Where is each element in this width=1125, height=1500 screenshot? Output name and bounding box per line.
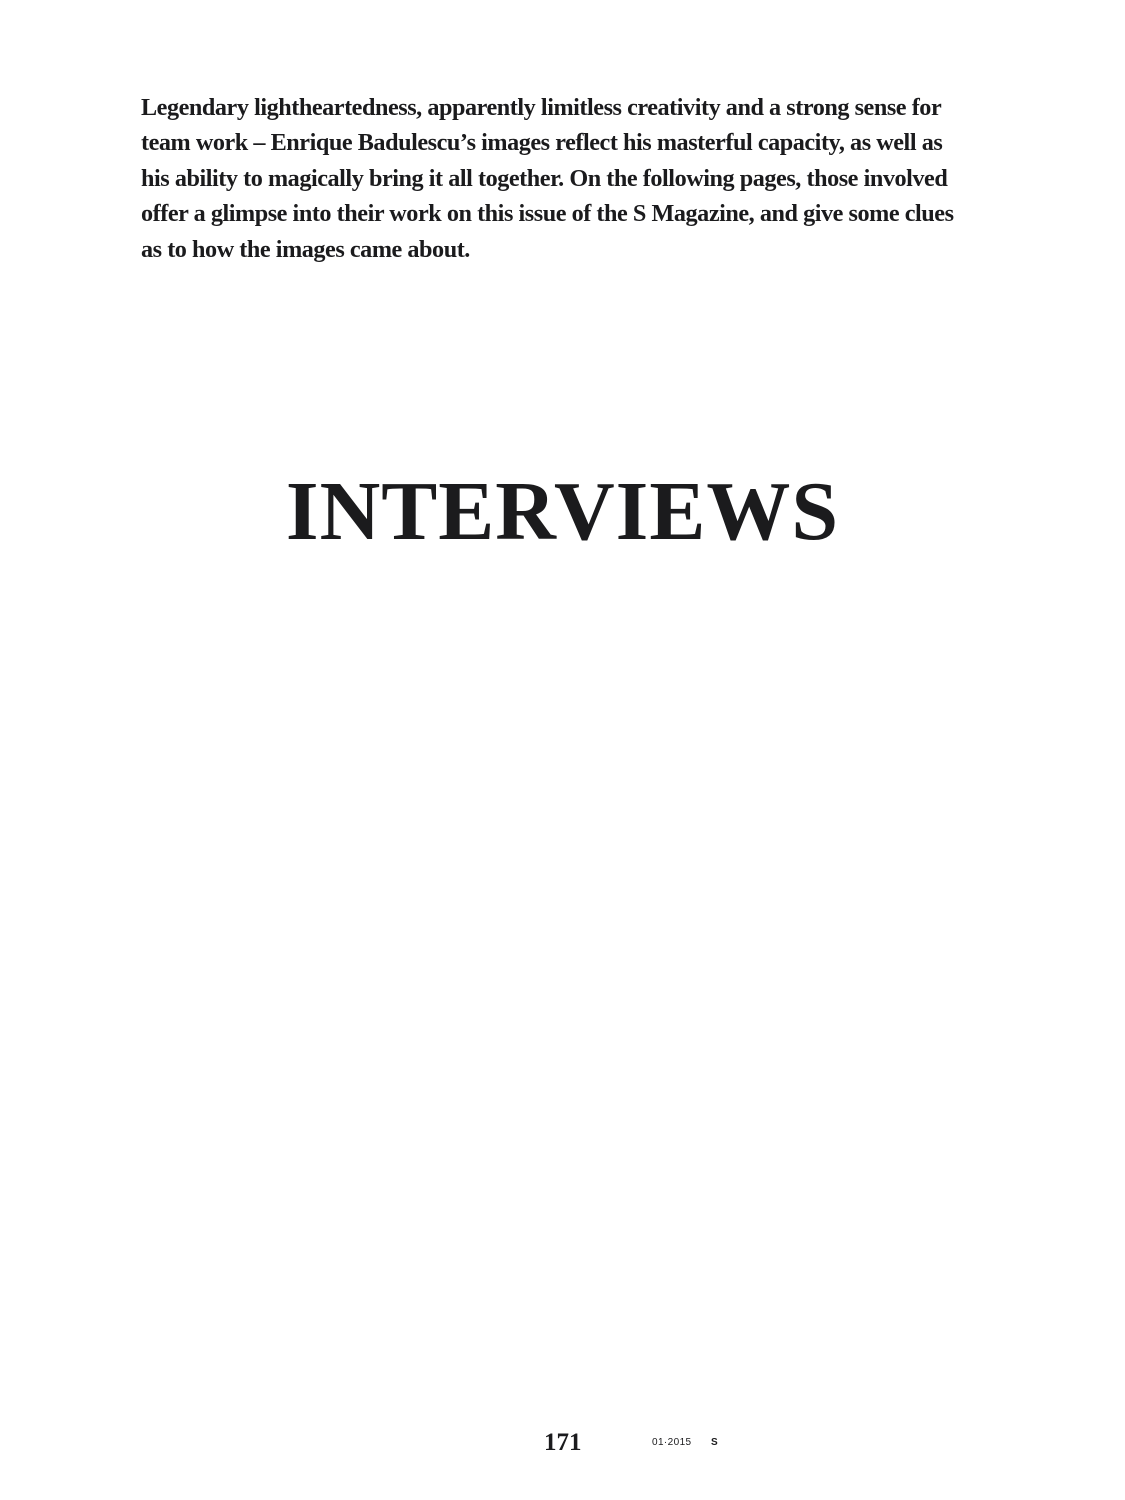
magazine-mark: S xyxy=(711,1437,718,1448)
issue-date: 01·2015 xyxy=(652,1437,692,1448)
page-number: 171 xyxy=(544,1429,582,1456)
page-footer xyxy=(0,1425,1125,1465)
intro-line: team work – Enrique Badulescu’s images reflect his masterful capacity, as well as xyxy=(141,129,943,157)
intro-line: as to how the images came about. xyxy=(141,235,470,263)
section-title: INTERVIEWS xyxy=(285,465,840,558)
intro-line: Legendary lightheartedness, apparently limitless creativity and a strong sense for xyxy=(141,94,942,121)
intro-line: offer a glimpse into their work on this issue of the S Magazine, and give some clues xyxy=(141,200,954,228)
intro-paragraph xyxy=(141,90,991,267)
intro-line: his ability to magically bring it all together. On the following pages, those involved xyxy=(141,164,948,192)
